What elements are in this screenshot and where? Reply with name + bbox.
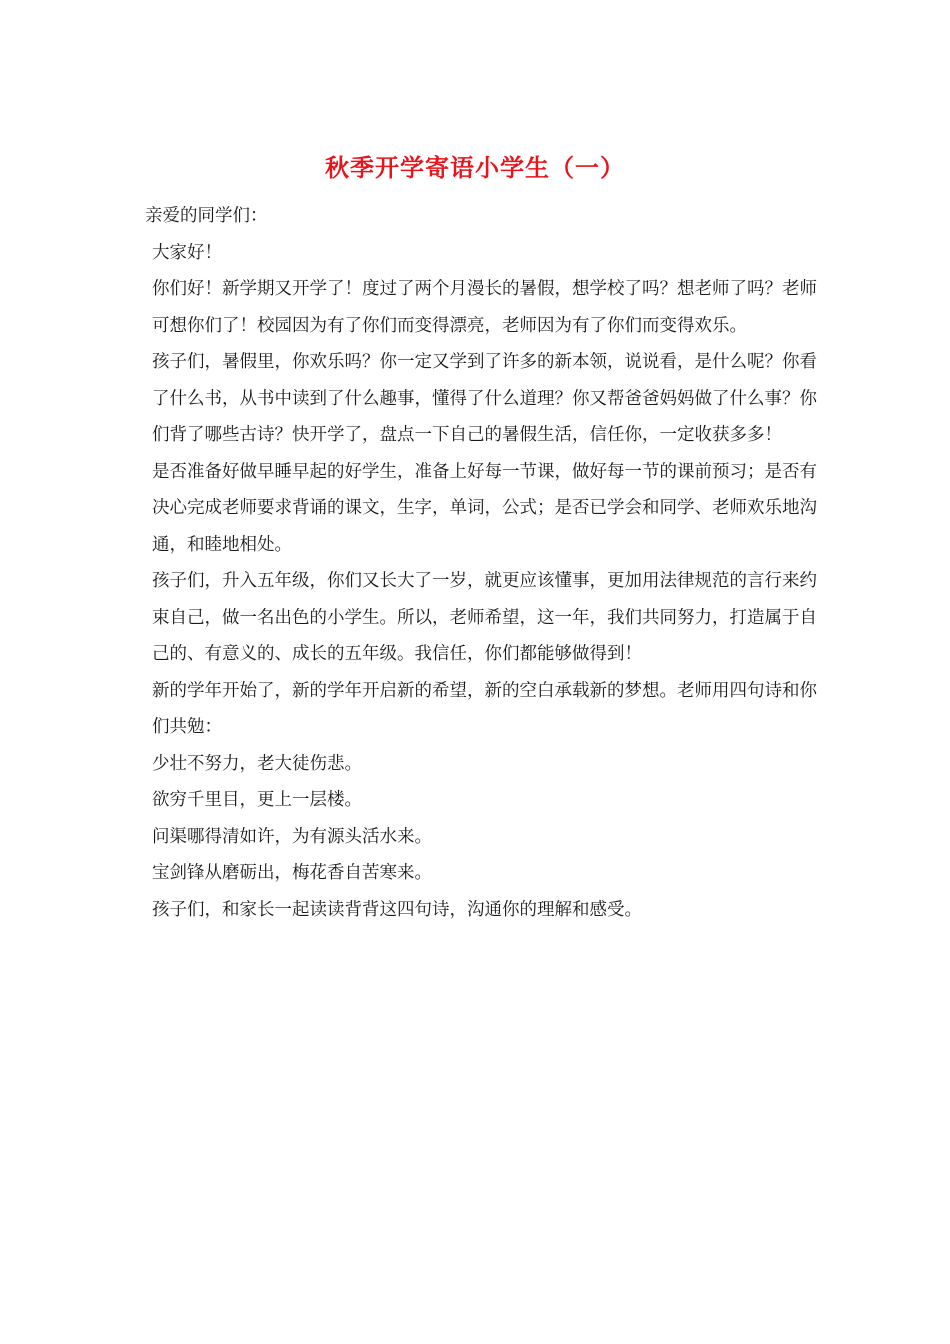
poem-line-2: 欲穷千里目，更上一层楼。 [152,790,362,810]
paragraph-1: 大家好！ [152,242,222,263]
paragraph-4: 是否准备好做早睡早起的好学生，准备上好每一节课，做好每一节的课前预习；是否有决心完成老师要求背诵的课文，生字，单词，公式；是否已学会和同学、老师欢乐地沟通，和睦地相处。 [152,461,817,555]
document-body [145,198,825,928]
document-title: 秋季开学寄语小学生（一） [325,153,625,182]
paragraph-3: 孩子们，暑假里，你欢乐吗？你一定又学到了许多的新本领，说说看，是什么呢？你看了什么书，从书中读到了什么趣事，懂得了什么道理？你又帮爸爸妈妈做了什么事？你们背了哪些古诗？快开学了，盘点一下自己的暑假生活，信任你，一定收获多多！ [152,352,817,445]
closing-paragraph: 孩子们，和家长一起读读背背这四句诗，沟通你的理解和感受。 [152,899,642,920]
paragraph-2: 你们好！新学期又开学了！度过了两个月漫长的暑假，想学校了吗？想老师了吗？老师可想你们了！校园因为有了你们而变得漂亮，老师因为有了你们而变得欢乐。 [152,279,817,336]
poem-line-3: 问渠哪得清如许，为有源头活水来。 [152,826,432,847]
poem-line-1: 少壮不努力，老大徒伤悲。 [152,753,362,774]
greeting: 亲爱的同学们： [145,206,268,226]
poem-line-4: 宝剑锋从磨砺出，梅花香自苦寒来。 [152,863,432,883]
paragraph-5: 孩子们，升入五年级，你们又长大了一岁，就更应该懂事，更加用法律规范的言行来约束自己，做一名出色的小学生。所以，老师希望，这一年，我们共同努力，打造属于自己的、有意义的、成长的五年级。我信任，你们都能够做得到！ [152,571,817,664]
paragraph-6: 新的学年开始了，新的学年开启新的希望，新的空白承载新的梦想。老师用四句诗和你们共勉： [152,680,817,737]
